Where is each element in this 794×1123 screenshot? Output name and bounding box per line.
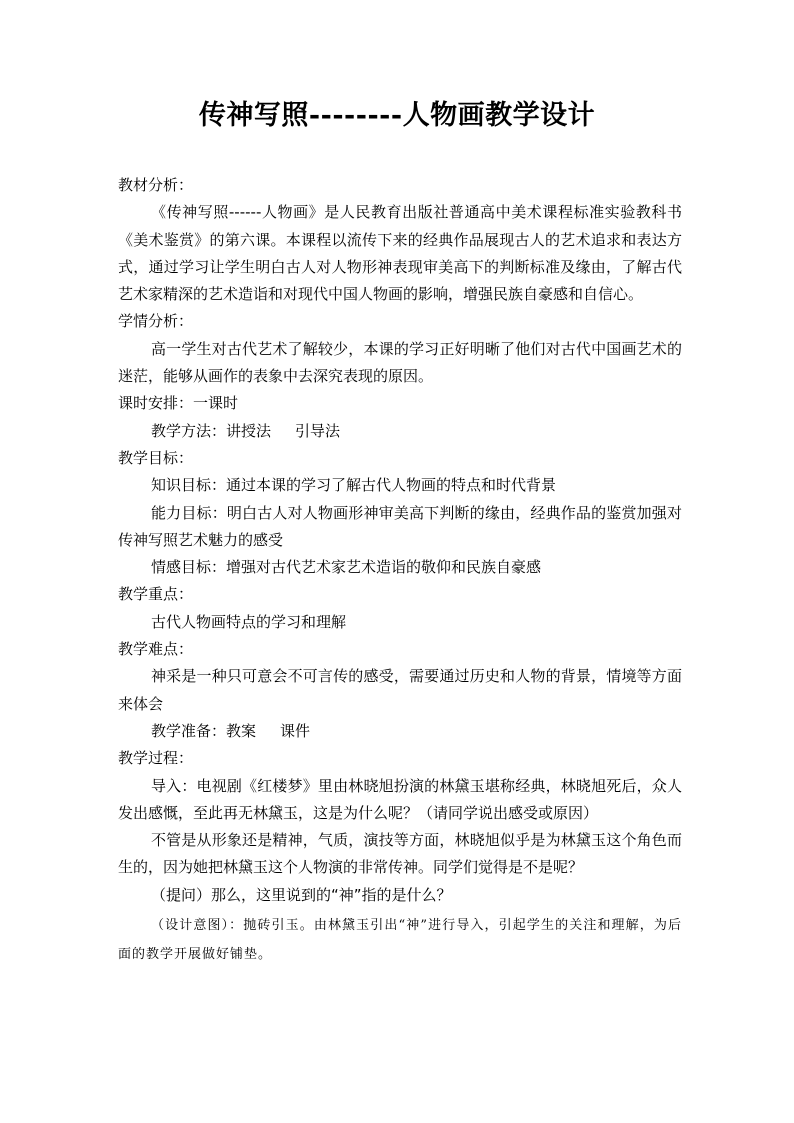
paragraph-textbook-analysis: 《传神写照------人物画》是人民教育出版社普通高中美术课程标准实验教科书《美术鉴赏》的第六课。本课程以流传下来的经典作品展现古人的艺术追求和表达方式，通过学习让学生明白古人对人物形神表现审美高下的判断标准及缘由，了解古代艺术家精深的艺术造诣和对现代中国人物画的影响，增强民族自豪感和自信心。: [118, 203, 682, 304]
paragraph-difficulties: 神采是一种只可意会不可言传的感受，需要通过历史和人物的背景，情境等方面来体会: [118, 667, 682, 713]
teaching-method-extra: 引导法: [295, 421, 341, 440]
section-heading-student-analysis: 学情分析：: [118, 312, 194, 331]
teaching-method-label: 教学方法：讲授法: [151, 421, 272, 440]
paragraph-preparation: [118, 718, 682, 745]
document-title: 传神写照--------人物画教学设计: [198, 100, 596, 131]
paragraph-student-analysis: 高一学生对古代艺术了解较少，本课的学习正好明晰了他们对古代中国画艺术的迷茫，能够从画作的表象中去深究表现的原因。: [118, 339, 682, 386]
section-heading-difficulties: 教学难点：: [118, 640, 194, 659]
preparation-extra: 课件: [280, 721, 311, 740]
paragraph-key-points: 古代人物画特点的学习和理解: [151, 612, 347, 631]
paragraph-emotion-objective: 情感目标：增强对古代艺术家艺术造诣的敬仰和民族自豪感: [151, 558, 542, 577]
paragraph-knowledge-objective: 知识目标：通过本课的学习了解古代人物画的特点和时代背景: [151, 476, 557, 495]
section-heading-process: 教学过程：: [118, 749, 194, 768]
paragraph-ability-objective: 能力目标：明白古人对人物画形神审美高下判断的缘由，经典作品的鉴赏加强对传神写照艺术魅力的感受: [118, 503, 682, 549]
paragraph-question: （提问）那么，这里说到的“神”指的是什么？: [151, 885, 452, 904]
paragraph-design-intent: （设计意图）：抛砖引玉。由林黛玉引出“神”进行导入，引起学生的关注和理解，为后面的教学开展做好铺垫。: [118, 918, 682, 963]
paragraph-explanation: 不管是从形象还是精神，气质，演技等方面，林晓旭似乎是为林黛玉这个角色而生的，因为她把林黛玉这个人物演的非常传神。同学们觉得是不是呢？: [118, 831, 682, 877]
section-heading-schedule: 课时安排：一课时: [118, 394, 239, 413]
section-heading-key-points: 教学重点：: [118, 585, 194, 604]
paragraph-introduction: 导入：电视剧《红楼梦》里由林晓旭扮演的林黛玉堪称经典，林晓旭死后，众人发出感慨，至此再无林黛玉，这是为什么呢？（请同学说出感受或原因）: [118, 776, 682, 822]
section-heading-objectives: 教学目标：: [118, 448, 194, 467]
paragraph-teaching-method: [118, 418, 682, 445]
document-body: [118, 172, 682, 969]
section-heading-textbook-analysis: 教材分析：: [118, 176, 194, 194]
preparation-label: 教学准备：教案: [151, 721, 257, 740]
